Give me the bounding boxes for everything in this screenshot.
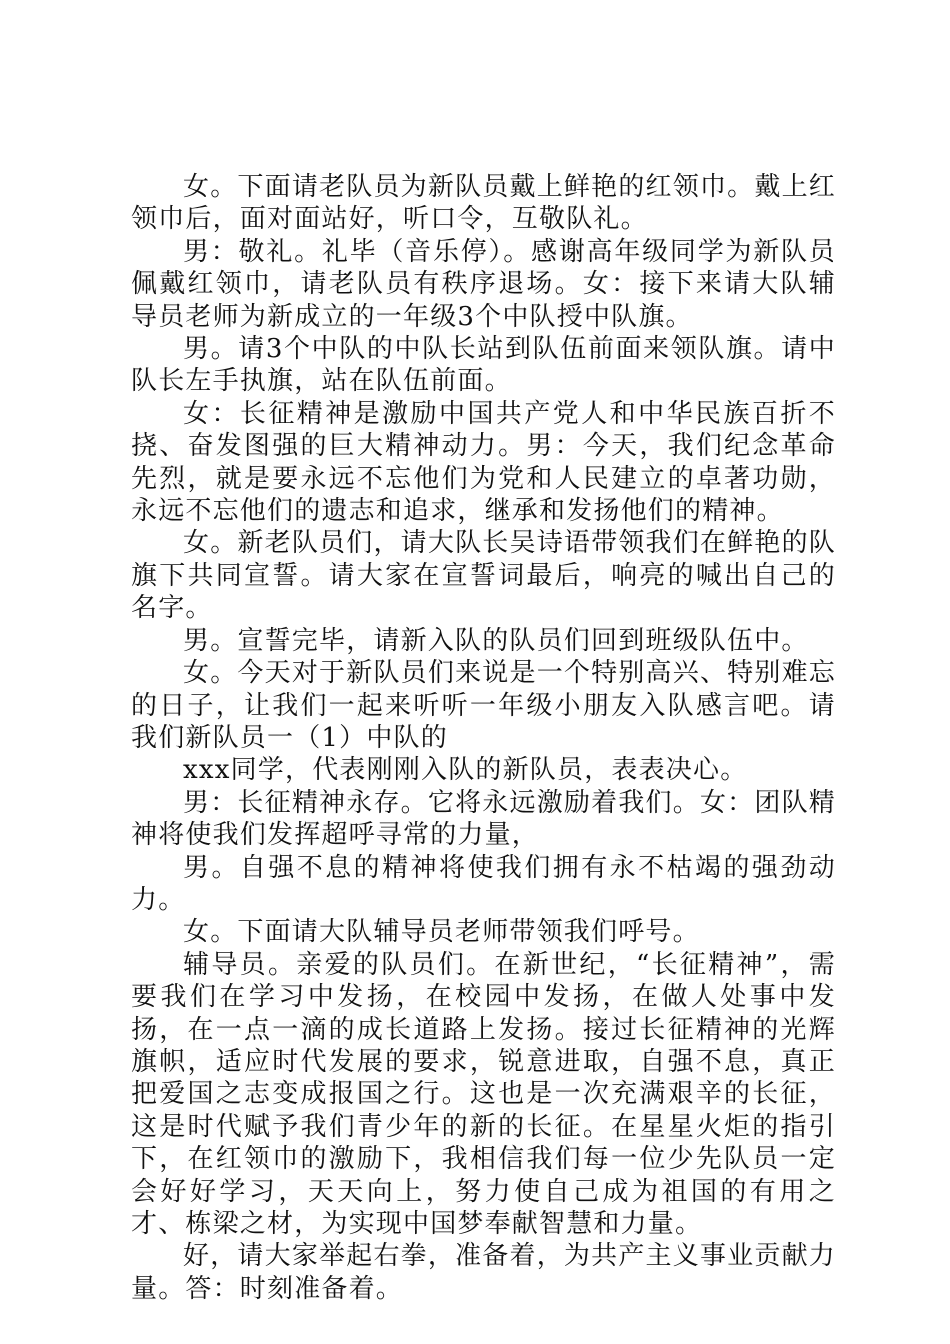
paragraph: 男。宣誓完毕，请新入队的队员们回到班级队伍中。 [183, 625, 809, 656]
paragraph: 男。自强不息的精神将使我们拥有永不枯竭的强劲动力。 [131, 852, 836, 915]
paragraph: 女。下面请大队辅导员老师带领我们呼号。 [183, 917, 700, 948]
document-body [131, 171, 836, 1305]
paragraph: 女。今天对于新队员们来说是一个特别高兴、特别难忘的日子，让我们一起来听听一年级小朋友入队感言吧。请我们新队员一（1）中队的 [131, 658, 836, 753]
paragraph: 好，请大家举起右拳，准备着，为共产主义事业贡献力量。答：时刻准备着。 [131, 1241, 836, 1304]
paragraph: 女。新老队员们，请大队长吴诗语带领我们在鲜艳的队旗下共同宣誓。请大家在宣誓词最后，响亮的喊出自己的名字。 [131, 528, 836, 624]
paragraph: 男：长征精神永存。它将永远激励着我们。女：团队精神将使我们发挥超呼寻常的力量， [131, 787, 836, 851]
paragraph: 男：敬礼。礼毕（音乐停）。感谢高年级同学为新队员佩戴红领巾，请老队员有秩序退场。女：接下来请大队辅导员老师为新成立的一年级3个中队授中队旗。 [131, 236, 836, 332]
paragraph: 女。下面请老队员为新队员戴上鲜艳的红领巾。戴上红领巾后，面对面站好，听口令，互敬队礼。 [131, 172, 836, 235]
paragraph: 女：长征精神是激励中国共产党人和中华民族百折不挠、奋发图强的巨大精神动力。男：今天，我们纪念革命先烈，就是要永远不忘他们为党和人民建立的卓著功勋，永远不忘他们的遗志和追求，继承和发扬他们的精神。 [131, 398, 836, 527]
paragraph: xxx同学，代表刚刚入队的新队员，表表决心。 [183, 755, 748, 786]
paragraph: 辅导员。亲爱的队员们。在新世纪，“长征精神”，需要我们在学习中发扬，在校园中发扬，在做人处事中发扬，在一点一滴的成长道路上发扬。接过长征精神的光辉旗帜，适应时代发展的要求，锐意进取，自强不息，真正把爱国之志变成报国之行。这也是一次充满艰辛的长征，这是时代赋予我们青少年的新的长征。在星星火炬的指引下，在红领巾的激励下，我相信我们每一位少先队员一定会好好学习，天天向上，努力使自己成为祖国的有用之才、栋梁之材，为实现中国梦奉献智慧和力量。 [131, 949, 836, 1239]
paragraph: 男。请3个中队的中队长站到队伍前面来领队旗。请中队长左手执旗，站在队伍前面。 [131, 334, 836, 397]
